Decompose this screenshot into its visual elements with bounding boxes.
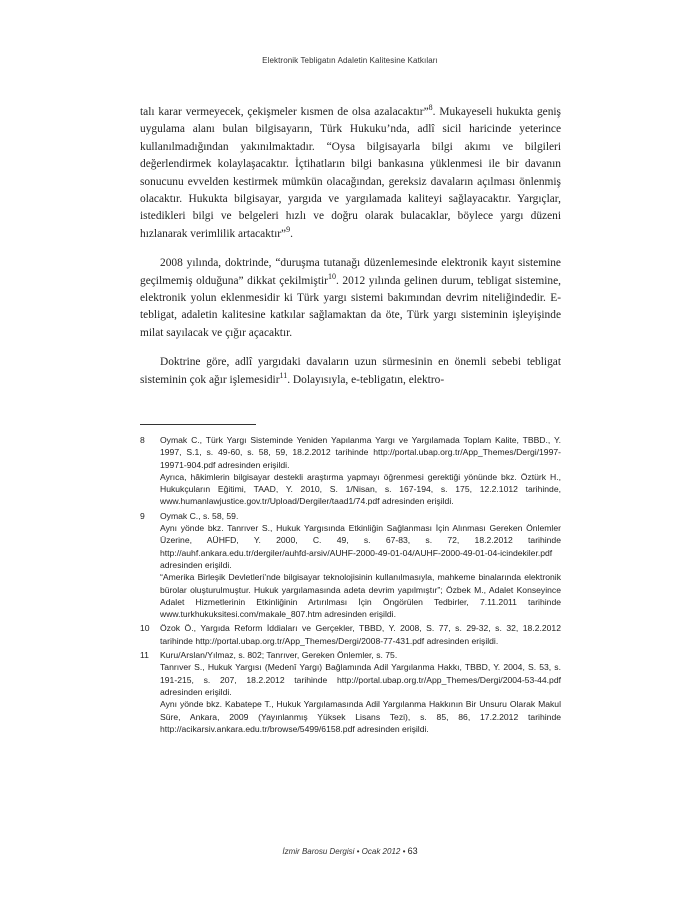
main-text xyxy=(140,104,561,401)
page-number: 63 xyxy=(407,846,418,856)
footnote-line: Ayrıca, hâkimlerin bilgisayar destekli araştırma yapmayı öğrenmesi gerektiği yönünde bkz. Öztürk H., Hukukçuların Eğitimi, TAAD, Y. 2010, S. 1/Nisan, s. 167-194, s. 175, 12.2.1012 tarihinde, www.humanlawjustice.gov.tr/Upload/Dergiler/taad1/74.pdf adresinden erişildi. xyxy=(160,471,561,507)
paragraph-text: . Mukayeseli hukukta geniş uygulama alanı bulan bilgisayarın, Türk Hukuku’nda, adlî sicil haricinde yeterince kullanılmadığından yakınılmaktadır. “Oysa bilgisayarla bilgi akımı ve bilgileri değerlendirmek kolaylaşacaktır. İçtihatların bilgi bankasına yüklenmesi ile bir davanın sonucunu evvelden kestirmek mümkün olacağından, gereksiz davaların açılması önlenmiş olacaktır. Hukukta bilgisayar, yargıda ve yargılamada kaliteyi sağlayacaktır. Yargıçlar, istedikleri bilgi ve belgeleri hızlı ve doğru olarak bulacaklar, böylece yargı düzeni hızlanarak verimlilik artacaktır” xyxy=(140,106,561,240)
paragraph-text: Doktrine göre, adlî yargıdaki davaların uzun sürmesinin en önemli sebebi tebligat sisteminin çok ağır işlemesidir xyxy=(140,356,561,386)
footnote-body xyxy=(160,510,561,621)
paragraph-text: . Dolayısıyla, e-tebligatın, elektro- xyxy=(287,373,445,386)
paragraph-text: talı karar vermeyecek, çekişmeler kısmen de olsa azalacaktır” xyxy=(140,106,429,118)
footnote-ref-8[interactable]: 8 xyxy=(428,103,433,113)
footnote-number: 8 xyxy=(140,435,145,445)
running-header: Elektronik Tebligatın Adaletin Kalitesine Katkıları xyxy=(262,56,438,65)
paragraph-3 xyxy=(140,354,561,389)
footnote-line: Oymak C., Türk Yargı Sisteminde Yeniden Yapılanma Yargı ve Yargılamada Toplam Kalite, TBBD., Y. 1997, S.1, s. 49-60, s. 58, 59, 18.2.2012 tarihinde http://portal.ubap.org.tr/App_Themes/Dergi/1997-19971-904.pdf adresinden erişildi. xyxy=(160,435,561,470)
footnote-line: Aynı yönde bkz. Kabatepe T., Hukuk Yargılamasında Adil Yargılanma Hakkının Bir Unsuru Olarak Makul Süre, Ankara, 2009 (Yayınlanmış Yüksek Lisans Tezi), s. 85, 86, 17.2.2012 tarihinde http://acikarsiv.ankara.edu.tr/browse/5499/6158.pdf adresinden erişildi. xyxy=(160,699,561,734)
journal-name: İzmir Barosu Dergisi • Ocak 2012 • xyxy=(282,847,408,856)
footnote-number: 11 xyxy=(140,650,149,661)
footnote-9 xyxy=(140,510,561,621)
paragraph-text: . 2012 yılında gelinen durum, tebligat sistemine, elektronik yolun eklenmesidir ki Türk yargı sistemi bakımından devrim niteliğindedir. E-tebligat, adaletin kalitesine katkılar sağlamaktan da öte, Türk yargı sisteminin işleyişinde milat sayılacak ve çığır açacaktır. xyxy=(140,274,562,339)
footnote-line: Özok Ö., Yargıda Reform İddiaları ve Gerçekler, TBBD, Y. 2008, S. 77, s. 29-32, s. 32, 18.2.2012 tarihinde http://portal.ubap.org.tr/App_Themes/Dergi/2008-77-431.pdf adresinden erişildi. xyxy=(160,623,561,646)
footnote-line: Tanrıver S., Hukuk Yargısı (Medenî Yargı) Bağlamında Adil Yargılanma Hakkı, TBBD, Y. 2004, S. 53, s. 191-215, s. 207, 18.2.2012 tarihinde http://portal.ubap.org.tr/App_Themes/Dergi/2004-53-44.pdf adresinden erişildi. xyxy=(160,662,561,697)
footnote-line: Kuru/Arslan/Yılmaz, s. 802; Tanrıver, Gereken Önlemler, s. 75. xyxy=(160,650,398,661)
footnote-ref-10[interactable]: 10 xyxy=(327,271,336,281)
paragraph-2 xyxy=(140,255,561,342)
footnote-ref-11[interactable]: 11 xyxy=(279,370,288,380)
footnote-separator xyxy=(140,424,256,425)
footnote-body xyxy=(160,649,561,735)
paragraph-text: . xyxy=(290,227,293,240)
footnotes xyxy=(140,434,561,737)
footnote-body xyxy=(160,622,561,647)
footnote-ref-9[interactable]: 9 xyxy=(286,225,291,235)
footnote-body xyxy=(160,434,561,508)
page-footer xyxy=(0,846,700,856)
paragraph-1 xyxy=(140,104,561,243)
footnote-line: “Amerika Birleşik Devletleri’nde bilgisayar teknolojisinin kullanılmasıyla, mahkeme binalarında elektronik bürolar oluşturulmuştur. Hukuk yargılamasında adeta devrim yapılmıştır”; Özbek M., Adalet Konseyince Adalet Hizmetlerinin Etkinliğinin Artırılması İçin Öngörülen Tedbirler, 7.11.2011 tarihinde www.turkhukuksitesi.com/makale_807.htm adresinden erişildi. xyxy=(160,572,561,620)
footnote-line: Oymak C., s. 58, 59. xyxy=(160,510,239,521)
footnote-number: 10 xyxy=(140,623,150,634)
footnote-10 xyxy=(140,622,561,647)
footnote-number: 9 xyxy=(140,510,145,521)
footnote-line: Aynı yönde bkz. Tanrıver S., Hukuk Yargısında Etkinliğin Sağlanması İçin Alınması Gereken Önlemler Üzerine, AÜHFD, Y. 2000, C. 49, s. 67-83, s. 72, 18.2.2012 tarihinde http://auhf.ankara.edu.tr/dergiler/auhfd-arsiv/AUHF-2000-49-01-04/AUHF-2000-49-01-04-icindekiler.pdf adresinden erişildi. xyxy=(160,523,561,570)
footnote-8 xyxy=(140,434,561,508)
paragraph-text: 2008 yılında, doktrinde, “duruşma tutanağı düzenlemesinde elektronik kayıt sistemine geçilmemiş olduğuna” dikkat çekilmiştir xyxy=(140,257,561,287)
footnote-11 xyxy=(140,649,561,735)
